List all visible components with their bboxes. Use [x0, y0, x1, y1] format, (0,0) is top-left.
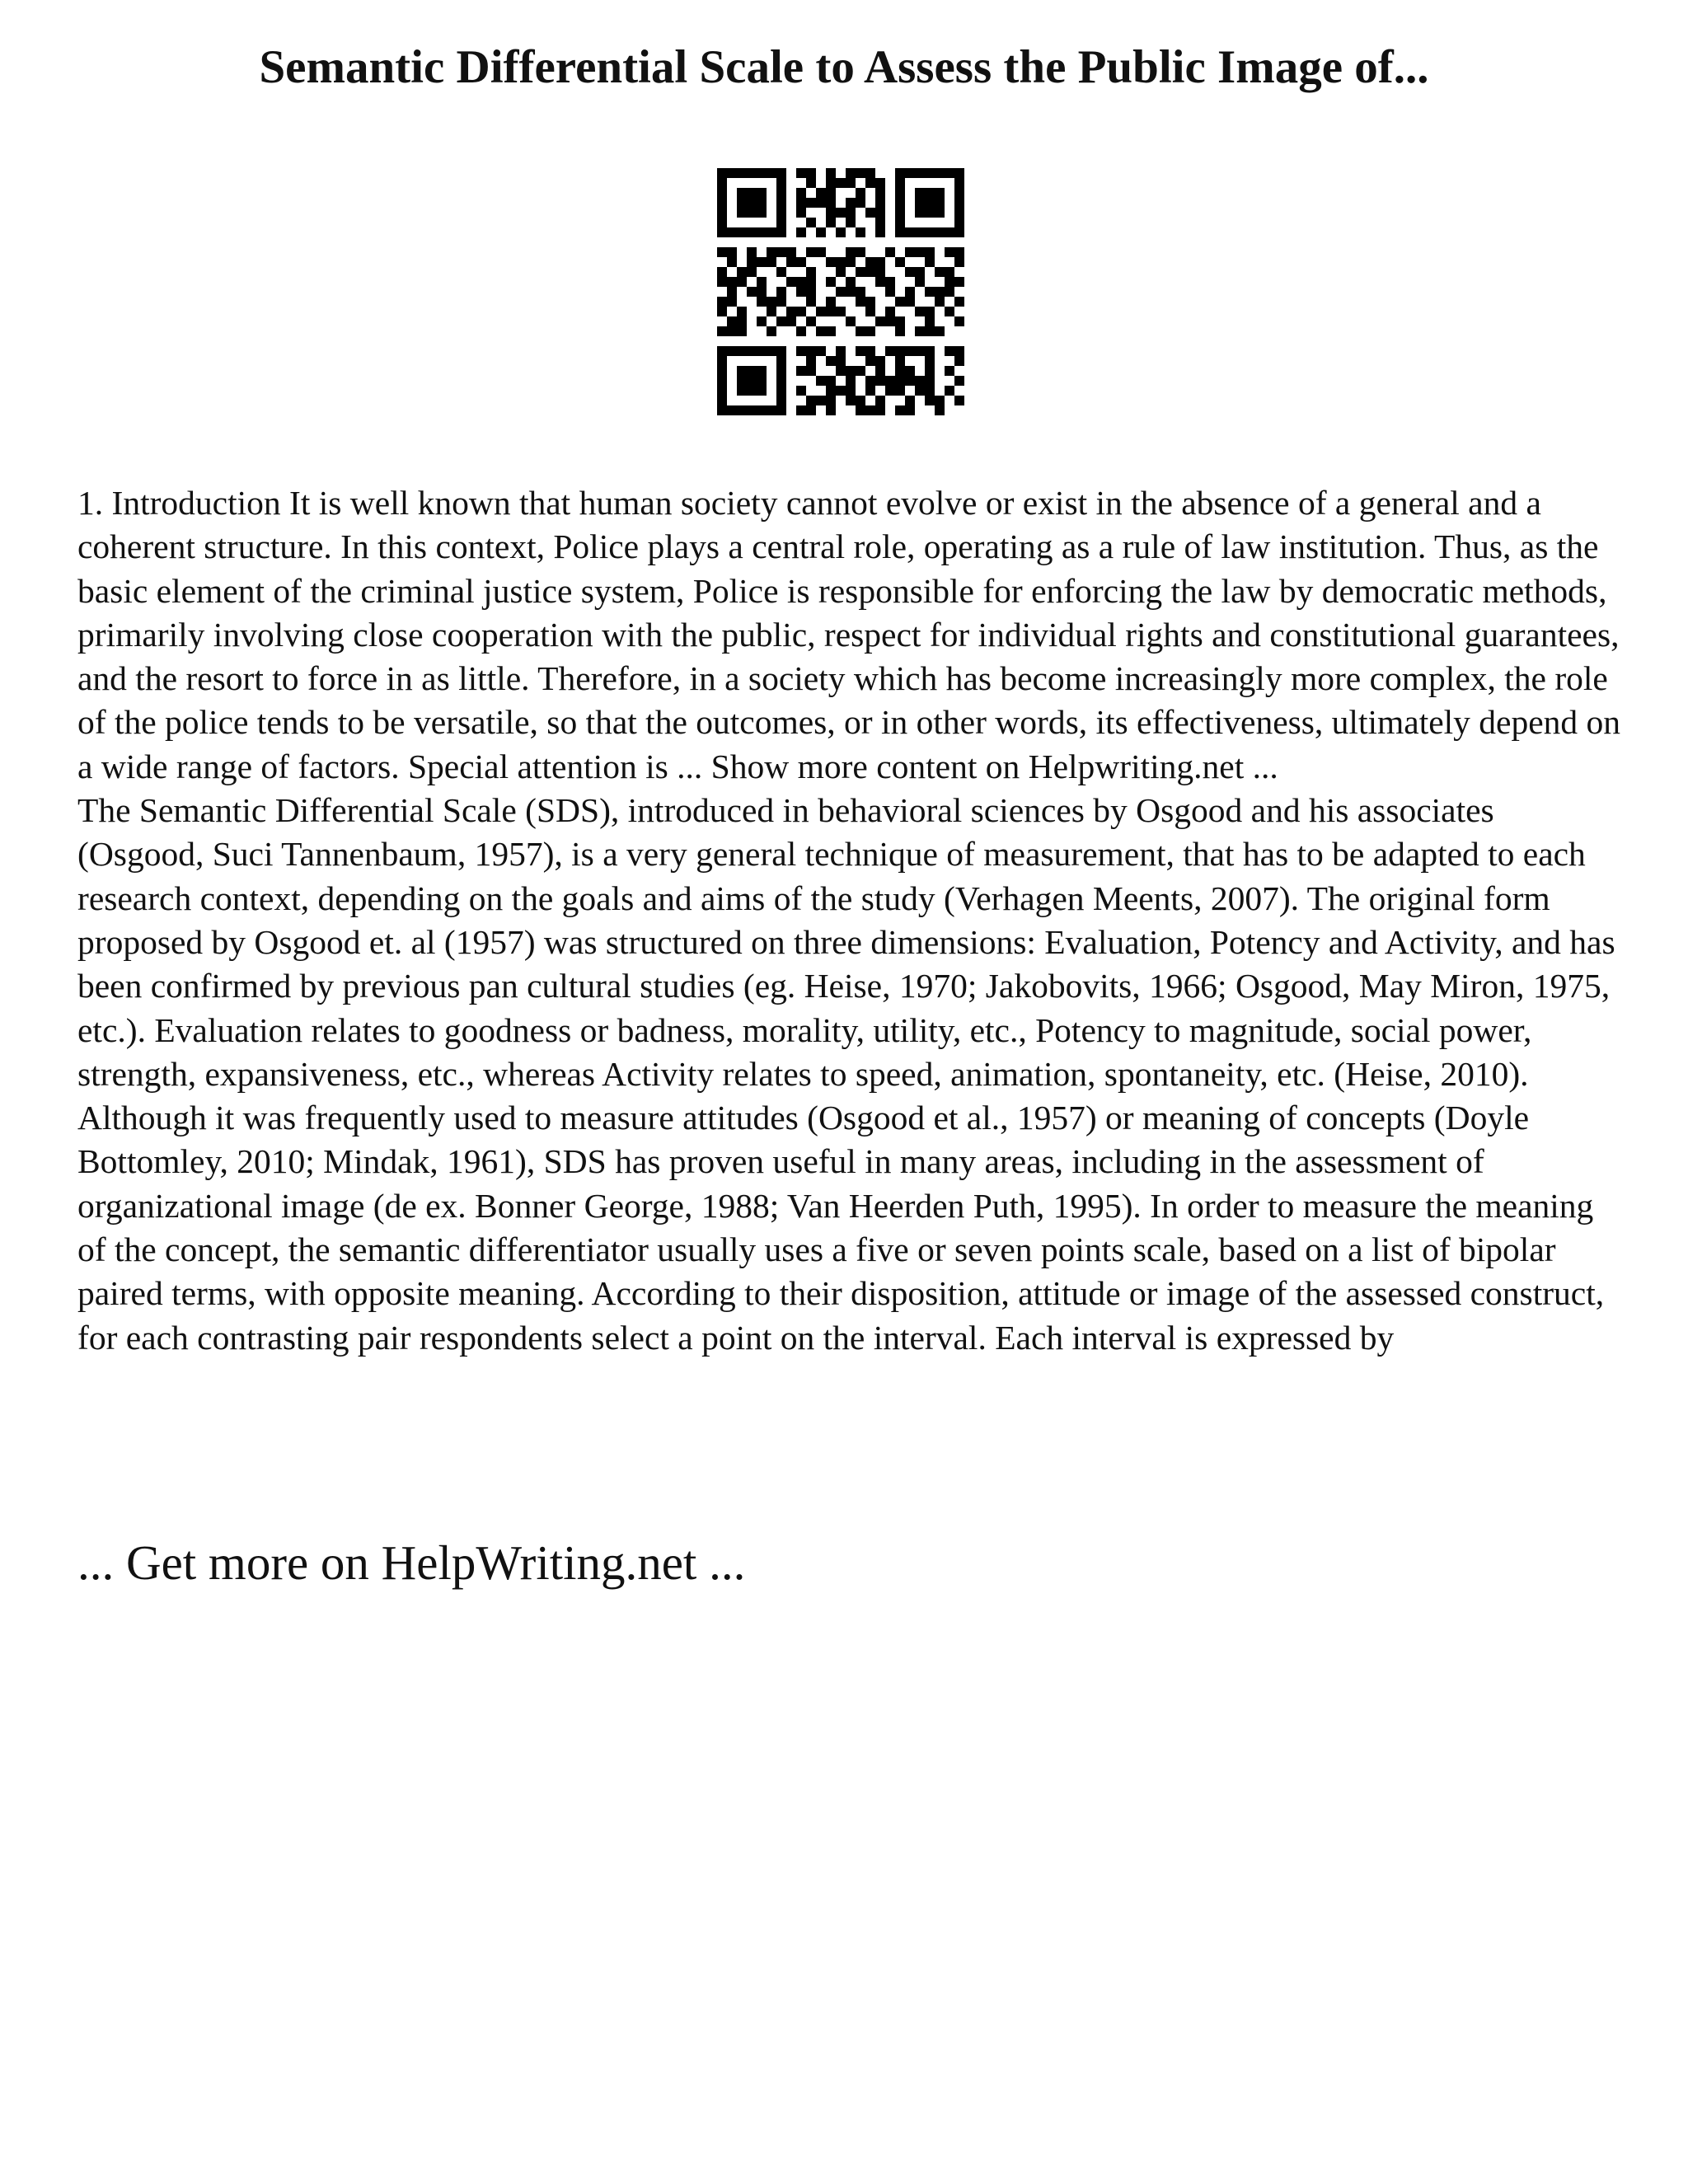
- document-title: Semantic Differential Scale to Assess the Public Image of...: [259, 41, 1429, 93]
- get-more-link[interactable]: ... Get more on HelpWriting.net ...: [77, 1535, 746, 1590]
- paragraph-introduction: 1. Introduction It is well known that human society cannot evolve or exist in the absence of a general and a coherent structure. In this context, Police plays a central role, operating as a rule of law institution. Thus, as the basic element of the criminal justice system, Police is responsible for enforcing the law by democratic methods, primarily involving close cooperation with the public, respect for individual rights and constitutional guarantees, and the resort to force in as little. Therefore, in a society which has become increasingly more complex, the role of the police tends to be versatile, so that the outcomes, or in other words, its effectiveness, ultimately depend on a wide range of factors. Special attention is ... Show more content on Helpwriting.net ...: [77, 484, 1621, 785]
- qr-code-icon: [717, 168, 964, 415]
- paragraph-semantic-differential: The Semantic Differential Scale (SDS), introduced in behavioral sciences by Osgood and his associates (Osgood, Suci Tannenbaum, 1957), is a very general technique of measurement, that has to be adapted to each research context, depending on the goals and aims of the study (Verhagen Meents, 2007). The original form proposed by Osgood et. al (1957) was structured on three dimensions: Evaluation, Potency and Activity, and has been confirmed by previous pan cultural studies (eg. Heise, 1970; Jakobovits, 1966; Osgood, May Miron, 1975, etc.). Evaluation relates to goodness or badness, morality, utility, etc., Potency to magnitude, social power, strength, expansiveness, etc., whereas Activity relates to speed, animation, spontaneity, etc. (Heise, 2010). Although it was frequently used to measure attitudes (Osgood et al., 1957) or meaning of concepts (Doyle Bottomley, 2010; Mindak, 1961), SDS has proven useful in many areas, including in the assessment of organizational image (de ex. Bonner George, 1988; Van Heerden Puth, 1995). In order to measure the meaning of the concept, the semantic differentiator usually uses a five or seven points scale, based on a list of bipolar paired terms, with opposite meaning. According to their disposition, attitude or image of the assessed construct, for each contrasting pair respondents select a point on the interval. Each interval is expressed by: [77, 791, 1615, 1357]
- article-body: [77, 481, 1627, 1360]
